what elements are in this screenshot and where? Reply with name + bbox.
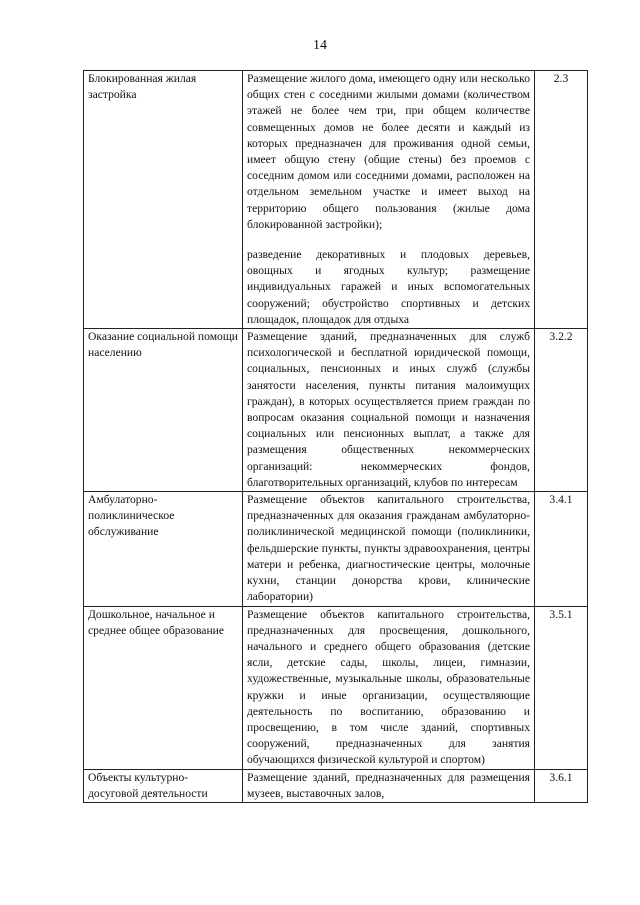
table-row [84,492,588,606]
land-use-name: Оказание социальной помощи населению [84,329,243,492]
land-use-code: 2.3 [535,71,588,329]
land-use-code: 3.6.1 [535,769,588,802]
land-use-description [243,329,535,492]
description-paragraph: Размещение жилого дома, имеющего одну или несколько общих стен с соседними жилыми домами (количеством этажей не более чем три, при общем количестве совмещенных домов не более десяти и каждый из которых предназначен для проживания одной семьи, имеет общую стену (общие стены) без проемов с соседним домом или соседними домами, расположен на отдельном земельном участке и имеет выход на территорию общего пользования (жилые дома блокированной застройки); [247,72,530,231]
land-use-name: Дошкольное, начальное и среднее общее образование [84,606,243,769]
description-paragraph: Размещение объектов капитального строительства, предназначенных для оказания гражданам амбулаторно-поликлинической медицинской помощи (поликлиники, фельдшерские пункты, пункты здравоохранения, центры матери и ребенка, диагностические центры, молочные кухни, станции донорства крови, клинические лаборатории) [247,493,530,604]
description-paragraph: разведение декоративных и плодовых деревьев, овощных и ягодных культур; размещение индивидуальных гаражей и иных вспомогательных сооружений; обустройство спортивных и детских площадок, площадок для отдыха [247,248,530,326]
table-row [84,71,588,329]
description-paragraph: Размещение объектов капитального строительства, предназначенных для просвещения, дошкольного, начального и среднего общего образования (детские ясли, детские сады, школы, лицеи, гимназии, художественные, музыкальные школы, образовательные кружки и иные организации, осуществляющие деятельность по воспитанию, образованию и просвещению, в том числе зданий, спортивных сооружений, предназначенных для занятия обучающихся физической культурой и спортом) [247,607,530,767]
table-row [84,606,588,769]
land-use-name: Блокированная жилая застройка [84,71,243,329]
land-use-name: Объекты культурно-досуговой деятельности [84,769,243,802]
page-number: 14 [313,38,327,53]
land-use-code: 3.2.2 [535,329,588,492]
land-use-description [243,492,535,606]
description-paragraph: Размещение зданий, предназначенных для размещения музеев, выставочных залов, [247,770,530,800]
land-use-code: 3.4.1 [535,492,588,606]
land-use-description [243,71,535,329]
land-use-table [83,70,588,803]
land-use-description [243,769,535,802]
table-row [84,769,588,802]
land-use-description [243,606,535,769]
land-use-code: 3.5.1 [535,606,588,769]
land-use-name: Амбулаторно-поликлиническое обслуживание [84,492,243,606]
table-row [84,329,588,492]
description-paragraph: Размещение зданий, предназначенных для служб психологической и бесплатной юридической помощи, социальных, пенсионных и иных служб (службы занятости населения, пункты питания малоимущих граждан), в которых осуществляется прием граждан по вопросам оказания социальной помощи и назначения социальных или пенсионных выплат, а также для размещения общественных некоммерческих организаций: некоммерческих фондов, благотворительных организаций, клубов по интересам [247,330,530,489]
